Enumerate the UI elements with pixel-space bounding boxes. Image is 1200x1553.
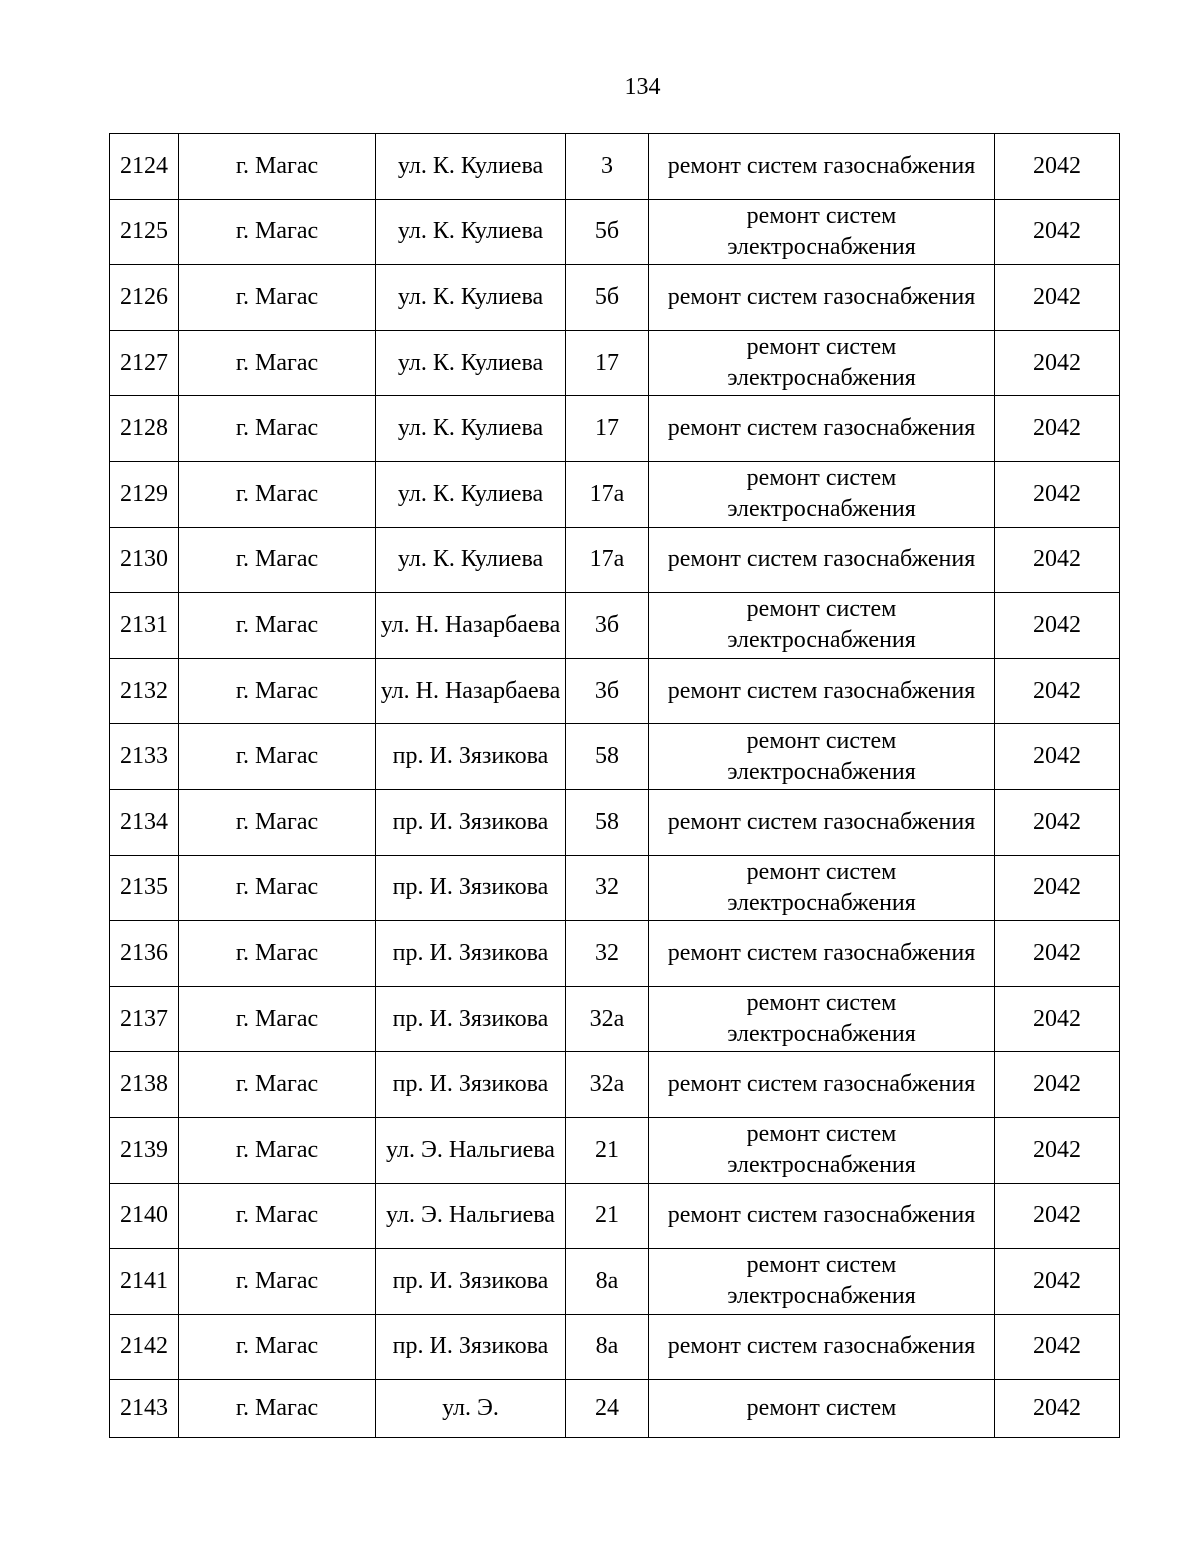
page-number: 134 [624,74,661,100]
street-cell: пр. И. Зязикова [376,789,566,855]
table-row [110,1183,1120,1249]
street-cell: пр. И. Зязикова [376,855,566,921]
street-cell: пр. И. Зязикова [376,1314,566,1380]
street-cell: ул. Э. Нальгиева [376,1183,566,1249]
work-type-cell: ремонт систем газоснабжения [649,658,995,724]
row-number-cell: 2125 [110,199,179,265]
table-row [110,461,1120,527]
table-body [110,134,1120,1438]
street-cell: ул. Э. Нальгиева [376,1117,566,1183]
house-number-cell: 17а [566,527,649,593]
table-row [110,789,1120,855]
work-type-cell: ремонт систем газоснабжения [649,789,995,855]
row-number-cell: 2139 [110,1117,179,1183]
year-cell: 2042 [995,199,1120,265]
year-cell: 2042 [995,1117,1120,1183]
row-number-cell: 2128 [110,396,179,462]
city-cell: г. Магас [179,1314,376,1380]
work-type-cell: ремонт систем электроснабжения [649,1249,995,1315]
year-cell: 2042 [995,658,1120,724]
table-row [110,330,1120,396]
city-cell: г. Магас [179,1249,376,1315]
table-row [110,1052,1120,1118]
house-number-cell: 24 [566,1380,649,1438]
street-cell: ул. К. Кулиева [376,199,566,265]
row-number-cell: 2127 [110,330,179,396]
work-type-cell: ремонт систем газоснабжения [649,1052,995,1118]
street-cell: ул. К. Кулиева [376,265,566,331]
city-cell: г. Магас [179,461,376,527]
house-number-cell: 5б [566,199,649,265]
work-type-cell: ремонт систем [649,1380,995,1438]
house-number-cell: 58 [566,724,649,790]
work-type-cell: ремонт систем газоснабжения [649,134,995,200]
table-row [110,724,1120,790]
work-type-cell: ремонт систем электроснабжения [649,1117,995,1183]
work-type-cell: ремонт систем электроснабжения [649,330,995,396]
row-number-cell: 2133 [110,724,179,790]
house-number-cell: 32 [566,921,649,987]
city-cell: г. Магас [179,134,376,200]
year-cell: 2042 [995,1380,1120,1438]
street-cell: ул. К. Кулиева [376,527,566,593]
street-cell: ул. Э. [376,1380,566,1438]
house-number-cell: 3 [566,134,649,200]
year-cell: 2042 [995,1314,1120,1380]
house-number-cell: 32 [566,855,649,921]
year-cell: 2042 [995,527,1120,593]
city-cell: г. Магас [179,1183,376,1249]
house-number-cell: 3б [566,658,649,724]
city-cell: г. Магас [179,658,376,724]
year-cell: 2042 [995,855,1120,921]
row-number-cell: 2135 [110,855,179,921]
street-cell: ул. Н. Назарбаева [376,658,566,724]
street-cell: пр. И. Зязикова [376,921,566,987]
row-number-cell: 2137 [110,986,179,1052]
work-type-cell: ремонт систем газоснабжения [649,265,995,331]
street-cell: пр. И. Зязикова [376,1052,566,1118]
street-cell: ул. К. Кулиева [376,134,566,200]
table-row [110,593,1120,659]
house-number-cell: 17а [566,461,649,527]
city-cell: г. Магас [179,986,376,1052]
house-number-cell: 8а [566,1249,649,1315]
row-number-cell: 2138 [110,1052,179,1118]
row-number-cell: 2132 [110,658,179,724]
work-type-cell: ремонт систем газоснабжения [649,921,995,987]
table-row [110,1380,1120,1438]
table-row [110,396,1120,462]
street-cell: ул. Н. Назарбаева [376,593,566,659]
row-number-cell: 2140 [110,1183,179,1249]
row-number-cell: 2126 [110,265,179,331]
work-type-cell: ремонт систем электроснабжения [649,461,995,527]
year-cell: 2042 [995,1183,1120,1249]
work-type-cell: ремонт систем электроснабжения [649,855,995,921]
city-cell: г. Магас [179,593,376,659]
table-row [110,658,1120,724]
city-cell: г. Магас [179,199,376,265]
row-number-cell: 2142 [110,1314,179,1380]
row-number-cell: 2124 [110,134,179,200]
table-row [110,1117,1120,1183]
house-number-cell: 17 [566,330,649,396]
row-number-cell: 2141 [110,1249,179,1315]
table-row [110,265,1120,331]
table-row [110,527,1120,593]
year-cell: 2042 [995,134,1120,200]
year-cell: 2042 [995,593,1120,659]
registry-table [109,133,1120,1438]
work-type-cell: ремонт систем газоснабжения [649,396,995,462]
work-type-cell: ремонт систем электроснабжения [649,724,995,790]
table-row [110,1249,1120,1315]
city-cell: г. Магас [179,855,376,921]
street-cell: пр. И. Зязикова [376,724,566,790]
table-row [110,986,1120,1052]
row-number-cell: 2129 [110,461,179,527]
row-number-cell: 2136 [110,921,179,987]
work-type-cell: ремонт систем газоснабжения [649,1183,995,1249]
city-cell: г. Магас [179,1052,376,1118]
house-number-cell: 8а [566,1314,649,1380]
table-row [110,855,1120,921]
city-cell: г. Магас [179,724,376,790]
house-number-cell: 32а [566,986,649,1052]
work-type-cell: ремонт систем электроснабжения [649,199,995,265]
year-cell: 2042 [995,724,1120,790]
house-number-cell: 58 [566,789,649,855]
street-cell: ул. К. Кулиева [376,396,566,462]
row-number-cell: 2130 [110,527,179,593]
work-type-cell: ремонт систем электроснабжения [649,986,995,1052]
city-cell: г. Магас [179,527,376,593]
table-row [110,921,1120,987]
work-type-cell: ремонт систем газоснабжения [649,527,995,593]
city-cell: г. Магас [179,1380,376,1438]
year-cell: 2042 [995,1052,1120,1118]
house-number-cell: 5б [566,265,649,331]
house-number-cell: 17 [566,396,649,462]
year-cell: 2042 [995,921,1120,987]
city-cell: г. Магас [179,330,376,396]
year-cell: 2042 [995,1249,1120,1315]
house-number-cell: 21 [566,1117,649,1183]
table-row [110,134,1120,200]
year-cell: 2042 [995,265,1120,331]
city-cell: г. Магас [179,396,376,462]
house-number-cell: 32а [566,1052,649,1118]
year-cell: 2042 [995,986,1120,1052]
row-number-cell: 2134 [110,789,179,855]
row-number-cell: 2131 [110,593,179,659]
year-cell: 2042 [995,789,1120,855]
city-cell: г. Магас [179,789,376,855]
work-type-cell: ремонт систем электроснабжения [649,593,995,659]
city-cell: г. Магас [179,265,376,331]
year-cell: 2042 [995,330,1120,396]
street-cell: ул. К. Кулиева [376,461,566,527]
city-cell: г. Магас [179,921,376,987]
year-cell: 2042 [995,396,1120,462]
year-cell: 2042 [995,461,1120,527]
house-number-cell: 3б [566,593,649,659]
street-cell: ул. К. Кулиева [376,330,566,396]
city-cell: г. Магас [179,1117,376,1183]
row-number-cell: 2143 [110,1380,179,1438]
table-row [110,199,1120,265]
street-cell: пр. И. Зязикова [376,1249,566,1315]
work-type-cell: ремонт систем газоснабжения [649,1314,995,1380]
house-number-cell: 21 [566,1183,649,1249]
table-row [110,1314,1120,1380]
street-cell: пр. И. Зязикова [376,986,566,1052]
